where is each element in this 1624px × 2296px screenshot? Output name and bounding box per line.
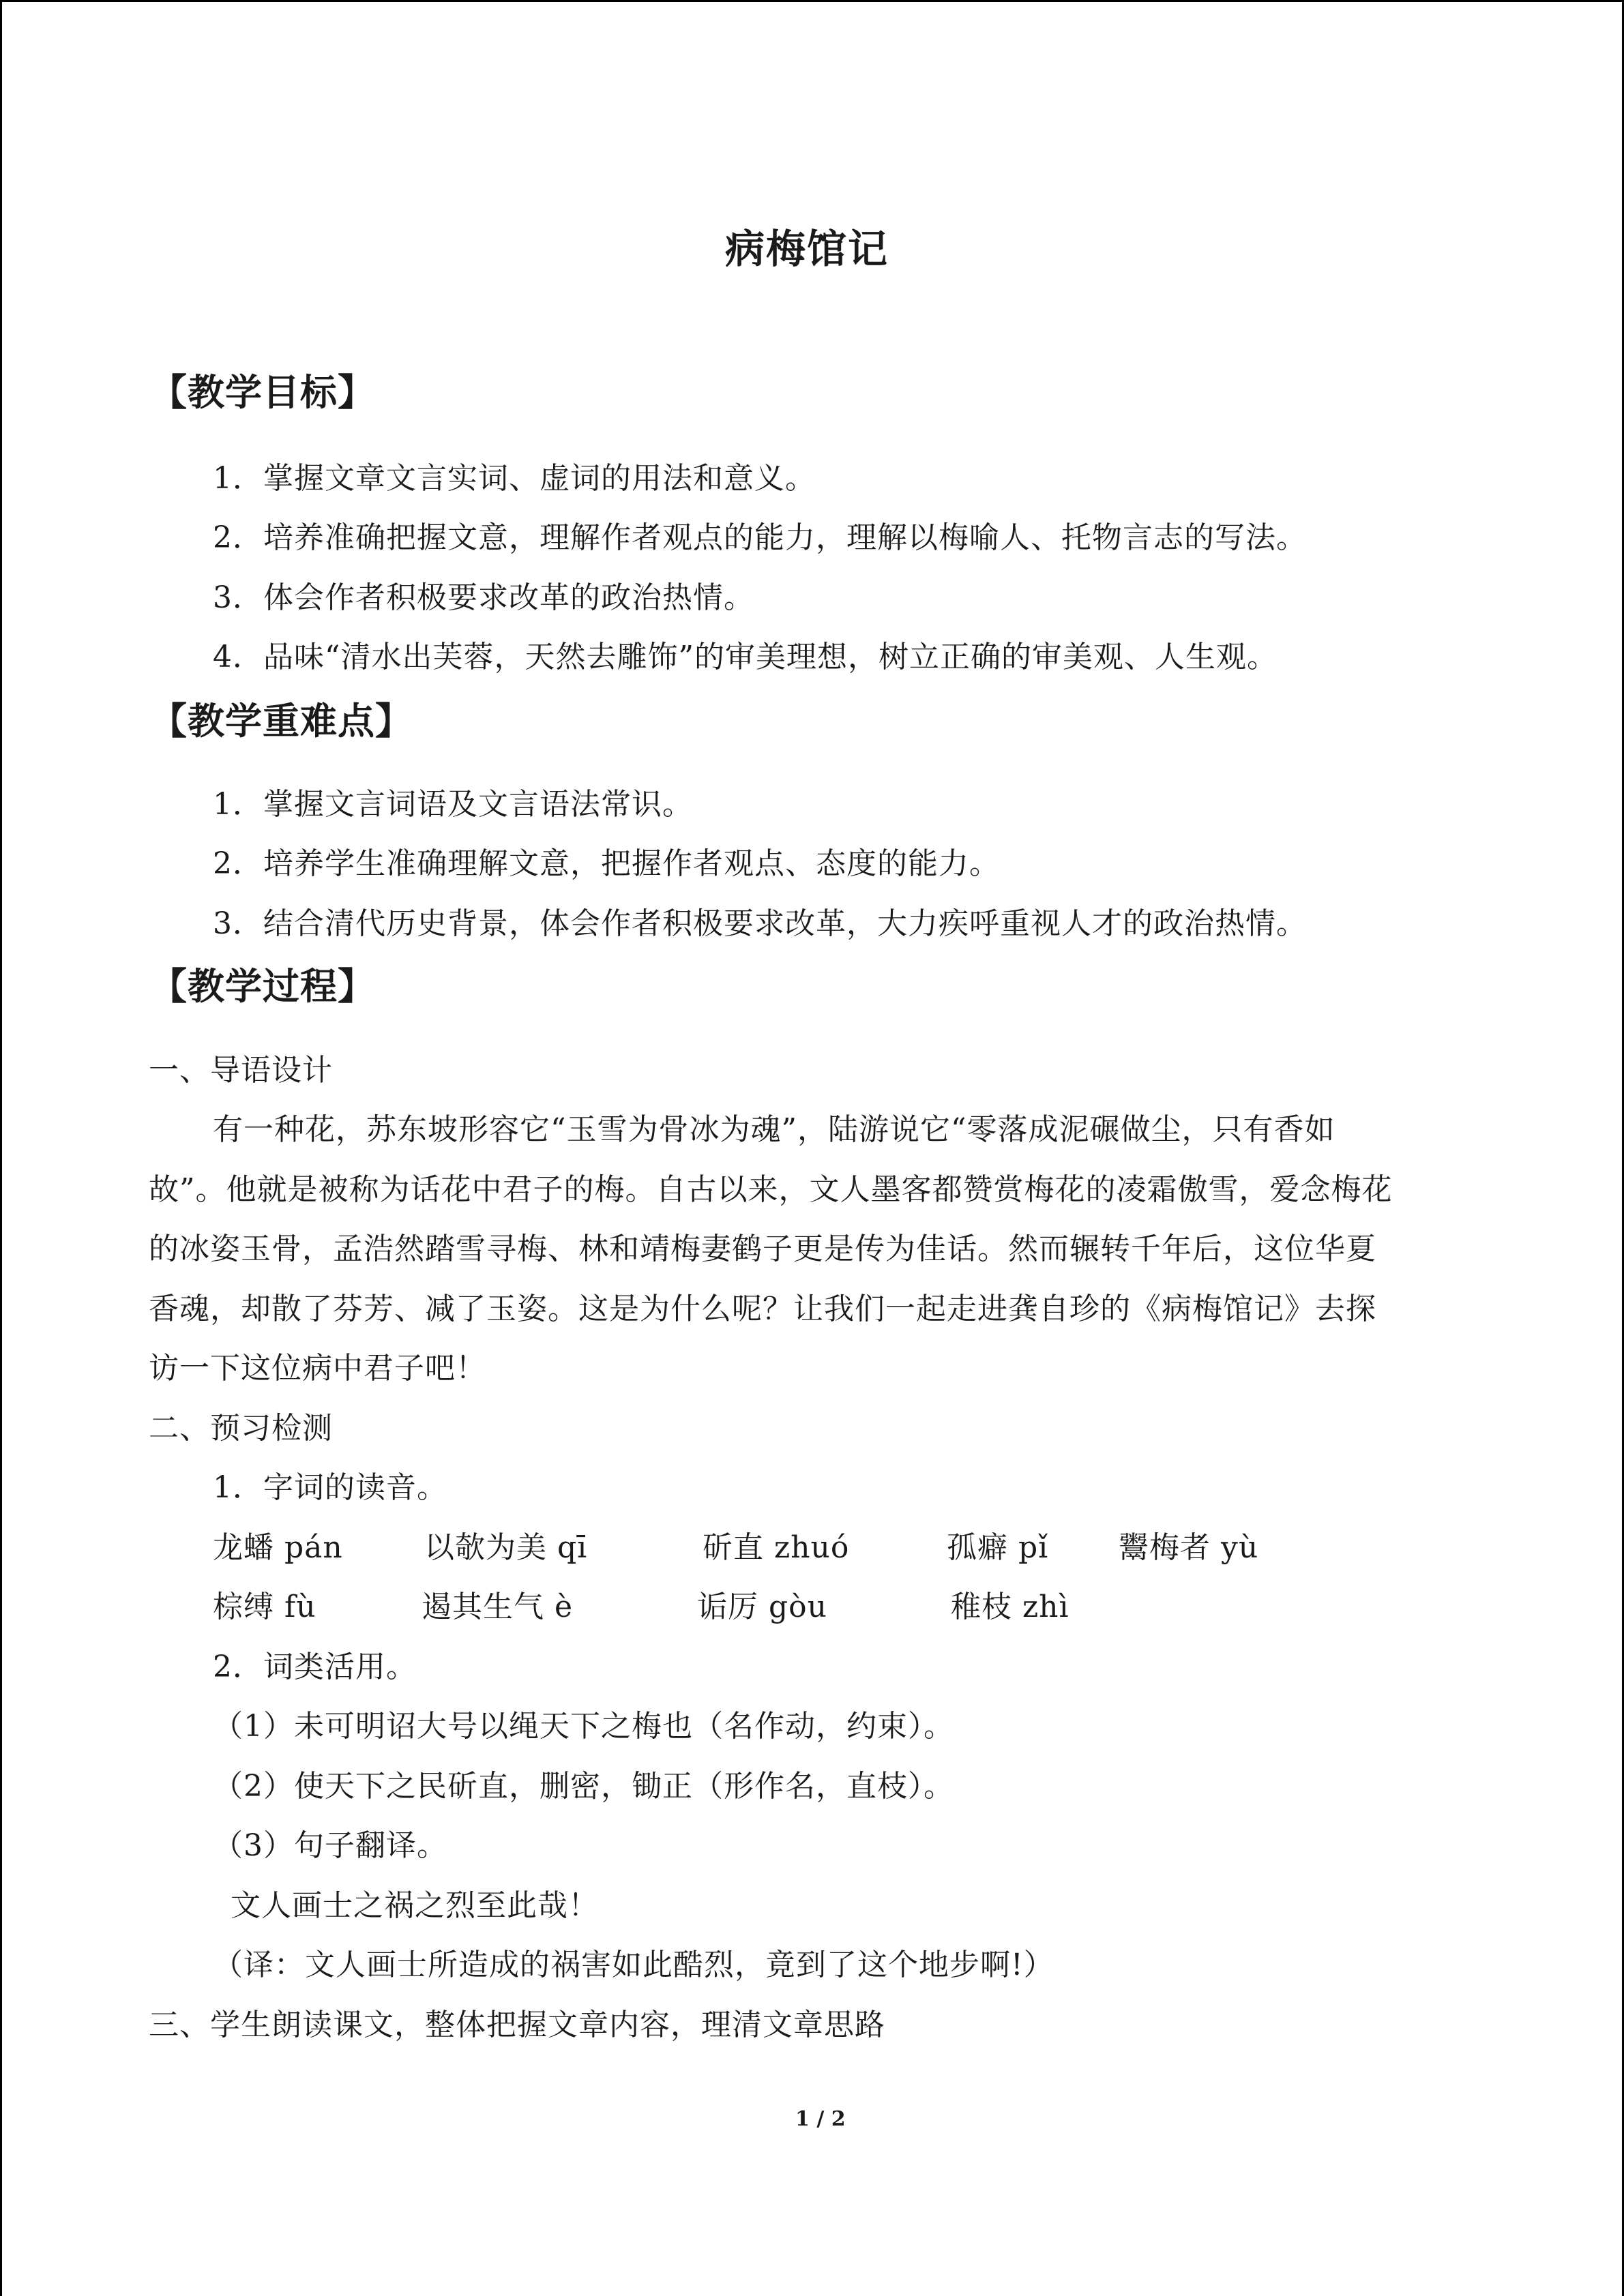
pronunciation-entry: 诟厉 gòu (697, 1590, 827, 1624)
pronunciation-entry: 遏其生气 è (422, 1590, 574, 1624)
translation-answer: （译：文人画士所造成的祸害如此酷烈，竟到了这个地步啊!） (213, 1948, 1054, 1982)
section-heading-key-points: 【教学重难点】 (150, 699, 413, 743)
intro-paragraph-line: 有一种花，苏东坡形容它“玉雪为骨冰为魂”，陆游说它“零落成泥碾做尘，只有香如 (213, 1112, 1335, 1147)
pronunciation-entry: 以欹为美 qī (424, 1530, 588, 1565)
word-class-title: 2．词类活用。 (213, 1650, 417, 1684)
word-class-item: （3）句子翻译。 (213, 1828, 447, 1863)
key-point-item: 3．结合清代历史背景，体会作者积极要求改革，大力疾呼重视人才的政治热情。 (213, 906, 1307, 941)
page-border-left (0, 0, 2, 2296)
section-heading-objectives: 【教学目标】 (150, 370, 375, 414)
pronunciation-title: 1．字词的读音。 (213, 1470, 447, 1505)
document-title: 病梅馆记 (725, 226, 889, 272)
intro-paragraph-line: 故”。他就是被称为话花中君子的梅。自古以来，文人墨客都赞赏梅花的凌霜傲雪，爱念梅花 (149, 1172, 1393, 1207)
intro-paragraph-line: 香魂，却散了芬芳、减了玉姿。这是为什么呢？让我们一起走进龚自珍的《病梅馆记》去探 (149, 1292, 1376, 1326)
objective-item: 1．掌握文章文言实词、虚词的用法和意义。 (213, 461, 816, 496)
key-point-item: 1．掌握文言词语及文言语法常识。 (213, 787, 693, 822)
objective-item: 2．培养准确把握文意，理解作者观点的能力，理解以梅喻人、托物言志的写法。 (213, 520, 1307, 555)
pronunciation-entry: 鬻梅者 yù (1119, 1530, 1259, 1565)
intro-paragraph-line: 的冰姿玉骨，孟浩然踏雪寻梅、林和靖梅妻鹤子更是传为佳话。然而辗转千年后，这位华夏 (149, 1232, 1376, 1266)
page-border-top (0, 0, 1624, 2)
translation-sentence: 文人画士之祸之烈至此哉！ (231, 1888, 599, 1923)
pronunciation-entry: 龙蟠 pán (213, 1530, 343, 1565)
pronunciation-entry: 斫直 zhuó (703, 1530, 850, 1565)
part-title-preview: 二、预习检测 (149, 1411, 333, 1446)
page-number: 1 / 2 (795, 2107, 846, 2131)
intro-paragraph-line: 访一下这位病中君子吧！ (149, 1351, 486, 1386)
word-class-item: （2）使天下之民斫直，删密，锄正（形作名，直枝）。 (213, 1769, 954, 1804)
pronunciation-entry: 稚枝 zhì (951, 1590, 1069, 1624)
key-point-item: 2．培养学生准确理解文意，把握作者观点、态度的能力。 (213, 846, 1000, 881)
objective-item: 3．体会作者积极要求改革的政治热情。 (213, 580, 754, 615)
word-class-item: （1）未可明诏大号以绳天下之梅也（名作动，约束）。 (213, 1709, 954, 1744)
pronunciation-entry: 棕缚 fù (213, 1590, 316, 1624)
section-heading-process: 【教学过程】 (150, 964, 375, 1008)
pronunciation-entry: 孤癖 pǐ (947, 1530, 1049, 1565)
part-title-reading: 三、学生朗读课文，整体把握文章内容，理清文章思路 (149, 2008, 885, 2042)
objective-item: 4．品味“清水出芙蓉，天然去雕饰”的审美理想，树立正确的审美观、人生观。 (213, 640, 1278, 674)
part-title-intro: 一、导语设计 (149, 1053, 333, 1088)
